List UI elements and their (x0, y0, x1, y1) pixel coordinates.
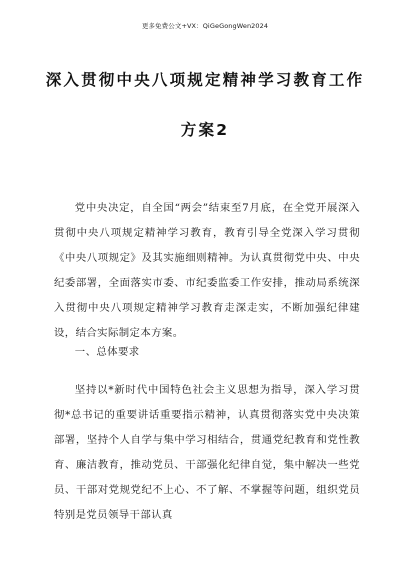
document-title-line-1: 深入贯彻中央八项规定精神学习教育工作 (45, 71, 365, 89)
header-note: 更多免费公文+VX：QiGeGongWen2024 (141, 22, 269, 30)
document-title-line-2: 方案2 (180, 121, 230, 139)
body-paragraph: 坚持以*新时代中国特色社会主义思想为指导，深入学习贯彻*总书记的重要讲话重要指示精神，认真贯彻落实党中央决策部署，坚持个人自学与集中学习相结合，贯通党纪教育和党性教育、廉洁教育，推动党员、干部强化纪律自觉，集中解决一些党员、干部对党规党纪不上心、不了解、不掌握等问题，组织党员特别是党员领导干部认真 (54, 384, 360, 521)
intro-paragraph: 党中央决定，自全国“两会”结束至7月底，在全党开展深入贯彻中央八项规定精神学习教育，教育引导全党深入学习贯彻《中央八项规定》及其实施细则精神。为认真贯彻党中央、中央纪委部署，全面落实市委、市纪委监委工作安排，推动局系统深入贯彻中央八项规定精神学习教育走深走实，不断加强纪律建设，结合实际制定本方案。 (54, 202, 360, 339)
section-heading-general-requirements: 一、总体要求 (74, 346, 140, 358)
